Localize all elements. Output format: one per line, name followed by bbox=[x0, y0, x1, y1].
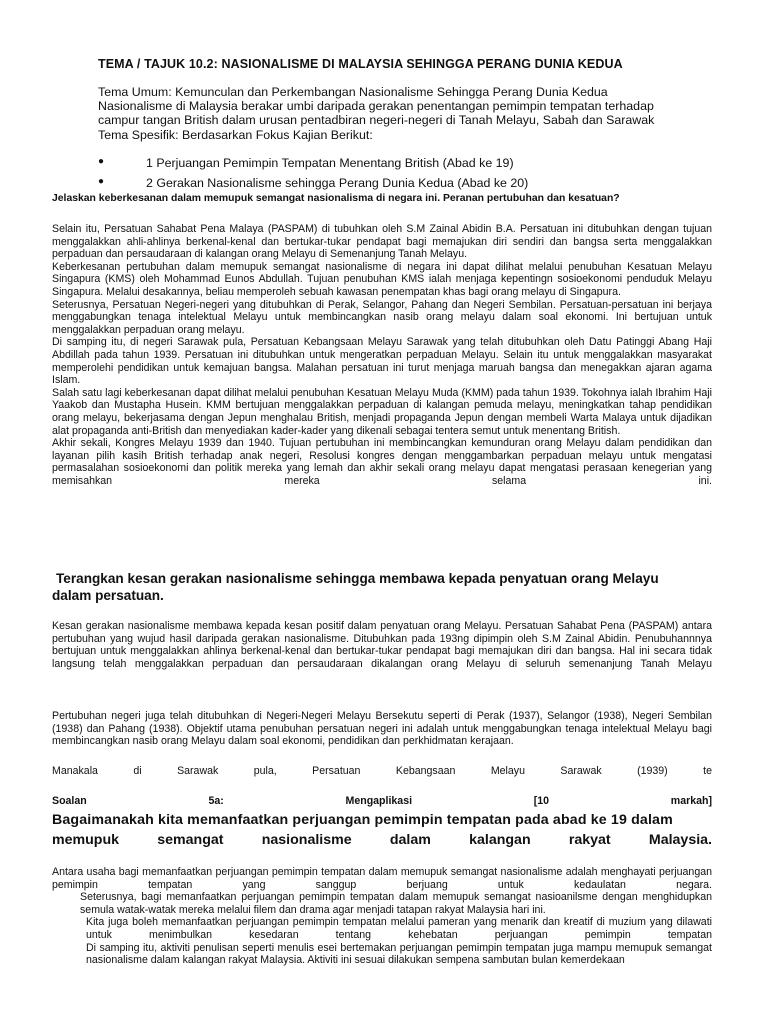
tema-umum-line: Tema Umum: Kemunculan dan Perkembangan Nasionalisme Sehingga Perang Dunia Kedua bbox=[98, 85, 608, 99]
paragraph: Kesan gerakan nasionalisme membawa kepada kesan positif dalam penyatuan orang Melayu. Persatuan Sahabat Pena (PASPAM) antara pertubuhan yang wujud hasil daripada gerakan nasionalisme. Ditubuhkan pada 193ng dipimpin oleh S.M Zainal Abidin. Penubuhannnya bertujuan untuk menggalakkan ahlinya berkenal-kenal dan bertukar-tukar pendapat bagi memajukan diri dan bangsa. Hal ini secara tidak langsung telah menggalakkan perpaduan dan persaudaraan dikalangan orang Melayu di seluruh semenanjung Tanah Melayu bbox=[52, 620, 712, 670]
answer-2-p1 bbox=[52, 620, 712, 670]
soalan-label: Soalan bbox=[52, 795, 87, 807]
question-2-heading bbox=[52, 570, 722, 604]
question-3-line: Bagaimanakah kita memanfaatkan perjuangan pemimpin tempatan pada abad ke 19 dalam bbox=[52, 812, 673, 828]
tema-umum-line: Nasionalisme di Malaysia berakar umbi daripada gerakan penentangan pemimpin tempatan terhadap bbox=[98, 99, 654, 114]
soalan-marks: [10 bbox=[533, 795, 550, 807]
answer-2-p3 bbox=[52, 765, 712, 778]
answer-2-p2 bbox=[52, 710, 712, 748]
tema-spesifik-line: Tema Spesifik: Berdasarkan Fokus Kajian Berikut: bbox=[98, 127, 373, 142]
question-3-line: memupuk semangat nasionalisme dalam kalangan rakyat Malaysia. bbox=[52, 832, 712, 848]
paragraph: Akhir sekali, Kongres Melayu 1939 dan 1940. Tujuan pertubuhan ini membincangkan kemunduran orang Melayu dalam pendidikan dan layanan pilih kasih British terhadap anak negeri, Resolusi kongres dengan menggambarkan perpaduan melayu untuk mengatasi permasalahan sosioekonomi dan politik mereka yang lemah dan akhir sekali orang melayu dapat mengatasi perasaan kenegerian yang memisahkan mereka selama ini. bbox=[52, 437, 712, 487]
soalan-marks-unit: markah] bbox=[670, 795, 712, 807]
tema-umum-line: campur tangan British dalam urusan pentadbiran negeri-negeri di Tanah Melayu, Sabah dan Sarawak bbox=[98, 113, 655, 128]
paragraph: Kita juga boleh memanfaatkan perjuangan pemimpin tempatan melalui pameran yang menarik dan kreatif di muzium yang dilawati untuk menimbulkan kesedaran tentang kehebatan perjuangan pemimpin tempatan bbox=[86, 916, 712, 941]
tema-block bbox=[98, 85, 718, 142]
paragraph: Selain itu, Persatuan Sahabat Pena Malaya (PASPAM) di tubuhkan oleh S.M Zainal Abidin B.A. Persatuan ini ditubuhkan dengan tujuan menggalakkan ahli-ahlinya berkenal-kenal dan bertukar-tukar pendapat bagi memajukan diri sendiri dan bangsa serta menggalakkan perpaduan dan persaudaraan di kalangan orang Melayu di Semenanjung Tanah Melayu. bbox=[52, 223, 712, 261]
list-item-text: 1 Perjuangan Pemimpin Tempatan Menentang British (Abad ke 19) bbox=[146, 156, 514, 170]
document-title: TEMA / TAJUK 10.2: NASIONALISME DI MALAYSIA SEHINGGA PERANG DUNIA KEDUA bbox=[98, 57, 623, 71]
question-2-line: dalam persatuan. bbox=[52, 588, 164, 603]
paragraph: Manakala di Sarawak pula, Persatuan Kebangsaan Melayu Sarawak (1939) te bbox=[52, 765, 712, 777]
answer-1-text bbox=[52, 223, 712, 487]
paragraph: Keberkesanan pertubuhan dalam memupuk semangat nasionalisme di negara ini dapat dilihat melalui penubuhan Kesatuan Melayu Singapura (KMS) oleh Mohammad Eunos Abdullah. Tujuan penubuhan KMS ialah menjaga kepentingn sosioekonomi penduduk Melayu Singapura. Melalui desakannya, beliau memperoleh sebuah kawasan penempatan khas bagi orang melayu di Singapura. bbox=[52, 260, 712, 298]
paragraph: Antara usaha bagi memanfaatkan perjuangan pemimpin tempatan dalam memupuk semangat nasionalisme adalah menghayati perjuangan pemimpin tempatan yang sanggup berjuang untuk kedaulatan negara. bbox=[52, 866, 712, 891]
answer-3-text bbox=[52, 866, 712, 967]
question-3-heading bbox=[52, 810, 712, 850]
list-item-text: 2 Gerakan Nasionalisme sehingga Perang Dunia Kedua (Abad ke 20) bbox=[146, 176, 529, 190]
question-1-heading: Jelaskan keberkesanan dalam memupuk semangat nasionalisma di negara ini. Peranan pertubuhan dan kesatuan? bbox=[52, 193, 620, 204]
paragraph: Di samping itu, aktiviti penulisan seperti menulis esei bertemakan perjuangan pemimpin tempatan juga mampu memupuk semangat nasionalisme dalam kalangan rakyat Malaysia. Aktiviti ini sesuai dilakukan sempena sambutan bulan kemerdekaan bbox=[86, 941, 712, 967]
paragraph: Salah satu lagi keberkesanan dapat dilihat melalui penubuhan Kesatuan Melayu Muda (KMM) pada tahun 1939. Tokohnya ialah Ibrahim Haji Yaakob dan Mustapha Husein. KMM bertujuan menggalakkan perpaduan di kalangan pemuda melayu, meningkatkan tahap pendidikan orang melayu, bekerjasama dengan Jepun menghalau British, menjadi propaganda Jepun dengan membeli Warta Malaya untuk dijadikan alat propaganda anti-British dan menyediakan kader-kader yang dikenali sebagai tentera semut untuk menentang British. bbox=[52, 386, 712, 437]
paragraph: Pertubuhan negeri juga telah ditubuhkan di Negeri-Negeri Melayu Bersekutu seperti di Perak (1937), Selangor (1938), Negeri Sembilan (1938) dan Pahang (1938). Objektif utama penubuhan persatuan negeri ini adalah untuk menggabungkan tenaga intelektual Melayu bagi membincangkan nasib orang Melayu dalam soal ekonomi, pendidikan dan perkhidmatan kerajaan. bbox=[52, 710, 712, 748]
list-item bbox=[98, 156, 698, 176]
soalan-label-row bbox=[52, 795, 712, 807]
paragraph: Seterusnya, bagi memanfaatkan perjuangan pemimpin tempatan dalam memupuk semangat nasioanilsme dengan menghidupkan semula watak-watak mereka melalui filem dan drama agar menjadi tatapan rakyat Malaysia hari ini. bbox=[80, 891, 712, 916]
bullet-icon: ● bbox=[98, 176, 105, 187]
fokus-kajian-list bbox=[98, 156, 698, 196]
bullet-icon: ● bbox=[98, 156, 105, 167]
paragraph: Di samping itu, di negeri Sarawak pula, Persatuan Kebangsaan Melayu Sarawak yang telah ditubuhkan oleh Datu Patinggi Abang Haji Abdillah pada tahun 1939. Persatuan ini ditubuhkan untuk mengeratkan perpaduan Melayu. Selain itu untuk menggalakkan masyarakat memperolehi pendidikan untuk kemajuan bangsa. Malahan persatuan ini turut menjaga maruah bangsa dan menegakkan ajaran agama Islam. bbox=[52, 336, 712, 387]
soalan-number: 5a: bbox=[208, 795, 224, 807]
paragraph: Seterusnya, Persatuan Negeri-negeri yang ditubuhkan di Perak, Selangor, Pahang dan Negeri Sembilan. Persatuan-persatuan ini berjaya menggabungkan tenaga intelektual Melayu untuk membincangkan nasib orang melayu dalam soal ekonomi. Ini bertujuan untuk menggalakkan perpaduan orang melayu. bbox=[52, 298, 712, 336]
question-2-line: Terangkan kesan gerakan nasionalisme sehingga membawa kepada penyatuan orang Melayu bbox=[56, 571, 659, 586]
soalan-type: Mengaplikasi bbox=[345, 795, 413, 807]
